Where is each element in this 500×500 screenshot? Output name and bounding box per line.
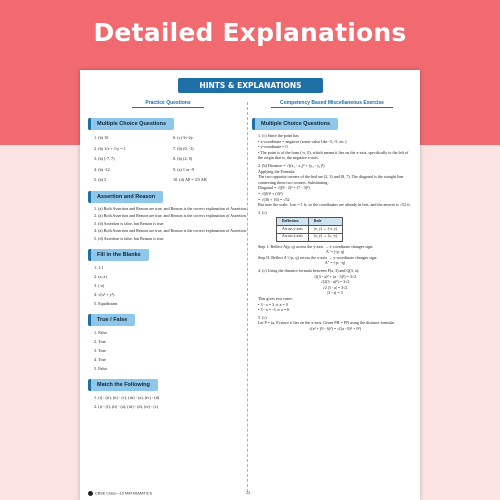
assertion-list — [94, 206, 248, 242]
tf-item: 5. False — [94, 365, 108, 371]
q3-label: 3. (c) — [258, 209, 267, 215]
q5-block — [258, 315, 412, 332]
mcq-answer: 3. (b) (-7, 7) — [94, 156, 115, 161]
mcq-answer: 2. (b) 1/x + 1/y = 1 — [94, 145, 126, 151]
table-cell: Across x-axis — [277, 233, 309, 241]
mcq-answer: 5. (b) 5 — [94, 177, 107, 182]
mcq-answer: 6. (c) 3√-2y — [173, 135, 193, 140]
q1-line: • The point is of the form (-x, 0), which means it lies on the x-axis, specifically to the left of the origin that is, the negative x-axis. — [258, 149, 409, 161]
q4-line: • 3 - a = 3 ⇒ a = 0 — [258, 301, 288, 307]
q2-line: = √((6)² + (4)²) — [258, 190, 283, 196]
book-page — [80, 70, 420, 500]
assertion-item: 4. (a) Both Assertion and Reason are true, and Reason is the correct explanation of Assertion. — [94, 228, 247, 234]
q4-block — [258, 268, 412, 313]
tf-item: 4. True — [94, 356, 106, 362]
q3-block — [258, 210, 412, 266]
left-column — [88, 100, 248, 412]
table-header: Rule — [308, 218, 342, 226]
q2-line: But note the scale: 1cm = 1 ft, so the coordinates are already in feet, and the answer is √52 ft. — [258, 202, 411, 208]
mcq-answer: 7. (b) (0, -1) — [173, 145, 194, 151]
q1-line: • x-coordinate = negative (some value like -3, -5, etc.) — [258, 138, 347, 144]
q1-block — [258, 133, 412, 161]
table-header: Reflection — [277, 218, 309, 226]
q4-line: √((3 - a)² + (a - 3)²) = 3√2 — [313, 273, 357, 279]
assertion-item: 1. (a) Both Assertion and Reason are true, and Reason is the correct explanation of Assertion. — [94, 205, 247, 211]
tf-item: 2. True — [94, 339, 106, 345]
competency-title: Competency Based Miscellaneous Exercise — [271, 100, 393, 108]
fill-item: 3. (-a) — [94, 283, 105, 289]
mcq-answer: 10. (d) AP = 3/5 AB — [173, 177, 207, 182]
section-mcq-left: Multiple Choice Questions — [88, 118, 174, 130]
footer-publisher-text: CBSE Class—10 MATHEMATICS — [95, 491, 153, 496]
table-cell: (x, y) → (x, -y) — [308, 233, 342, 241]
fill-item: 4. √(x² + y²) — [94, 291, 115, 297]
tf-item: 3. True — [94, 348, 106, 354]
q3-line: Step II: Reflect A' (-p, q) across the x-axis → y-coordinate changes sign: — [258, 254, 378, 260]
q3-line: A'' = (-p, -q) — [324, 260, 346, 266]
page-header-label: HINTS & EXPLANATIONS — [178, 78, 323, 93]
q1-line: • y-coordinate = 0 — [258, 144, 288, 150]
q4-line: √2 |3 - a| = 3√2 — [322, 284, 348, 290]
practice-questions-title: Practice Questions — [132, 100, 204, 108]
section-match: Match the Following — [88, 379, 158, 391]
match-item: 2. (i) - (f), (ii) - (a), (iii) - (d), (iv) - (c) — [94, 404, 159, 410]
banner-title: Detailed Explanations — [93, 18, 407, 47]
right-column — [252, 100, 412, 332]
q1-line: 1. (c) Since the point has — [258, 133, 299, 138]
mcq-answer: 1. (b) 10 — [94, 135, 109, 140]
mcq-answers-grid — [94, 133, 248, 185]
page-number: 24 — [246, 491, 250, 495]
match-item: 1. (i) - (ii), (ii) - (c), (iii) - (a), (iv) - (d) — [94, 395, 160, 401]
assertion-item: 2. (a) Both Assertion and Reason are true, and Reason is the correct explanation of Assertion. — [94, 213, 247, 219]
table-cell: Across y-axis — [277, 226, 309, 234]
q5-line: Let P = (a, 0) since it lies on the x-axis. Given PH = PN using the distance formula: — [258, 320, 395, 326]
q3-line: A' = (-p, q) — [325, 249, 345, 255]
reflection-table — [276, 217, 343, 241]
tf-item: 1. False — [94, 330, 108, 336]
q4-line: √(2(3 - a)²) = 3√2 — [320, 279, 350, 285]
q4-line: • 3 - a = -3 ⇒ a = 6 — [258, 307, 290, 313]
footer-publisher — [88, 491, 152, 496]
q3-line: Step 1: Reflect A(p, q) across the y-axis → x-coordinate changes sign: — [258, 243, 374, 249]
section-fill-blanks: Fill in the Blanks — [88, 249, 149, 261]
assertion-item: 3. (d) Assertion is false, but Reason is true. — [94, 220, 165, 226]
q4-line: 4. (c) Using the distance formula between P(a, 3) and Q(3, a): — [258, 268, 360, 274]
q5-line: √(a² + (0 - 6)²) = √((a - 8)² + 0²) — [308, 325, 362, 331]
fill-item: 1. 1:1 — [94, 265, 104, 271]
mcq-answer: 4. (b) -12 — [94, 166, 110, 172]
table-cell: (x, y) → (-x, y) — [308, 226, 342, 234]
assertion-item: 5. (d) Assertion is false, but Reason is true. — [94, 235, 165, 241]
q2-line: 2. (b) Distance = √((x₂ - x₁)² + (y₂ - y₁)²) — [258, 162, 325, 168]
mcq-answer: 9. (a) 1 or -9 — [173, 166, 195, 172]
q4-line: |3 - a| = 3 — [327, 290, 343, 296]
q2-line: Diagonal = √((8 - 2)² + (7 - 3)²) — [258, 185, 310, 191]
fill-blanks-list — [94, 264, 248, 308]
section-mcq-right: Multiple Choice Questions — [252, 118, 338, 130]
mcq-answer: 8. (b) (2, 9) — [173, 156, 193, 161]
q5-line: 5. (c) — [258, 314, 267, 320]
q2-line: The two opposite corners of the bed are (2, 3) and (8, 7). The diagonal is the straight line connecting these two corners. Substituting: — [258, 174, 404, 185]
q2-line: = √(36 + 16) = √52 — [258, 196, 290, 202]
q2-block — [258, 163, 412, 208]
q2-line: Applying the Formula — [258, 168, 295, 174]
true-false-list — [94, 329, 248, 373]
q4-line: This gives two cases: — [258, 296, 293, 301]
section-true-false: True / False — [88, 314, 135, 326]
fill-item: 2. (a, a) — [94, 274, 107, 280]
section-assertion: Assertion and Reason — [88, 191, 163, 203]
publisher-logo-icon — [88, 491, 93, 496]
fill-item: 5. Equidistant — [94, 300, 118, 306]
match-list — [94, 394, 248, 412]
